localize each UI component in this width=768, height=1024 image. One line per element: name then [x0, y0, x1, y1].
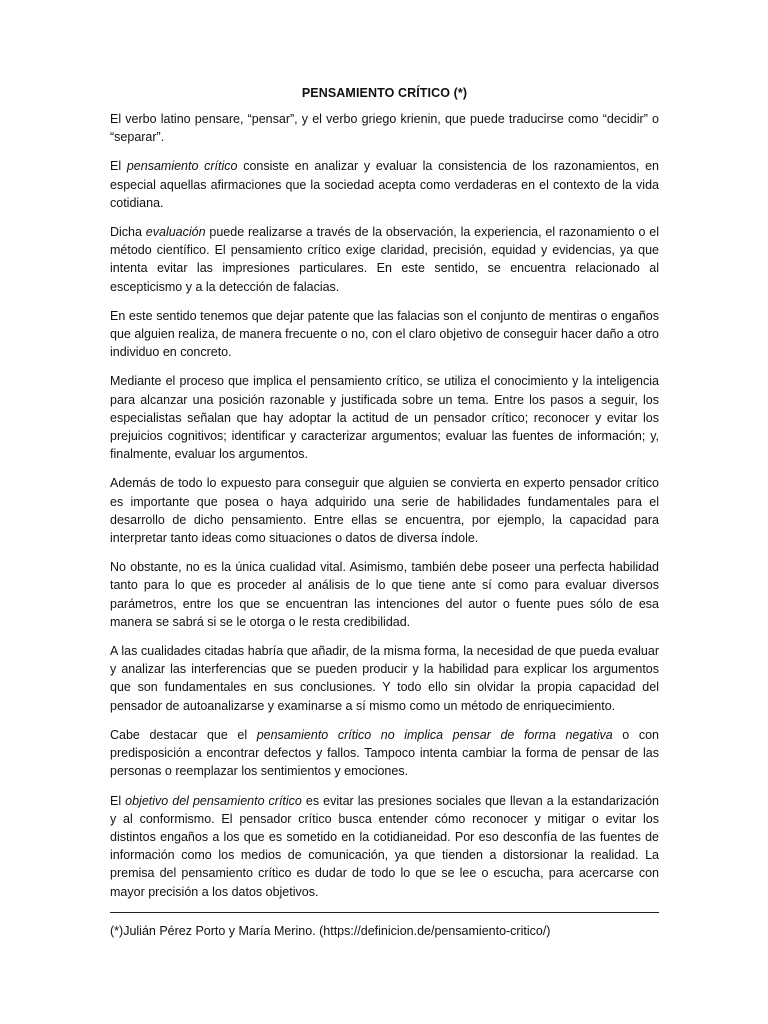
paragraph-text: consiste en analizar y evaluar la consistencia de los razonamientos, en especial aquellas afirmaciones que la sociedad acepta como verdaderas en el contexto de la vida cotidiana.	[110, 159, 659, 210]
paragraph-text: A las cualidades citadas habría que añadir, de la misma forma, la necesidad de que pueda evaluar y analizar las interferencias que se pueden producir y la habilidad para explicar los argumentos que son fundamentales en sus conclusiones. Y todo ello sin olvidar la propia capacidad del pensador de autoanalizarse y examinarse a sí mismo como un método de enriquecimiento.	[110, 644, 659, 713]
footnote-citation: (*)Julián Pérez Porto y María Merino. (https://definicion.de/pensamiento-critico/)	[110, 923, 551, 938]
paragraph-text: El	[110, 159, 127, 174]
emphasized-text: pensamiento crítico no implica pensar de forma negativa	[256, 727, 613, 742]
body-paragraph	[110, 558, 659, 631]
paragraph-text: No obstante, no es la única cualidad vital. Asimismo, también debe poseer una perfecta habilidad tanto para lo que es proceder al análisis de lo que tiene ante sí como para evaluar diversos parámetros, entre los que se encuentran las intenciones del autor o fuente pues sólo de esa manera se sabrá si se le otorga o le resta credibilidad.	[110, 560, 659, 629]
paragraph-text: Mediante el proceso que implica el pensamiento crítico, se utiliza el conocimiento y la inteligencia para alcanzar una posición razonable y justificada sobre un tema. Entre los pasos a seguir, los especialistas señalan que hay adoptar la actitud de un pensador crítico; reconocer y evitar los prejuicios cognitivos; identificar y caracterizar argumentos; evaluar las fuentes de información; y, finalmente, evaluar los argumentos.	[110, 374, 659, 462]
paragraph-text: El	[110, 793, 126, 808]
body-paragraph	[110, 157, 659, 212]
body-paragraph	[110, 726, 659, 781]
paragraph-text: Además de todo lo expuesto para conseguir que alguien se convierta en experto pensador crítico es importante que posea o haya adquirido una serie de habilidades fundamentales para el desarrollo de dicho pensamiento. Entre ellas se encuentra, por ejemplo, la capacidad para interpretar tanto ideas como situaciones o datos de diversa índole.	[110, 476, 659, 546]
document-title: PENSAMIENTO CRÍTICO (*)	[301, 86, 468, 100]
paragraph-text: En este sentido tenemos que dejar patente que las falacias son el conjunto de mentiras o engaños que alguien realiza, de manera frecuente o no, con el claro objetivo de conseguir hacer daño a otro individuo en concreto.	[110, 308, 659, 360]
emphasized-text: pensamiento crítico	[126, 159, 238, 174]
body-paragraph	[110, 642, 659, 715]
body-paragraph	[110, 792, 659, 901]
paragraph-text: Cabe destacar que el	[110, 727, 257, 742]
body-paragraph	[110, 307, 659, 362]
body-paragraph	[110, 372, 659, 463]
emphasized-text: objetivo del pensamiento crítico	[125, 793, 302, 808]
paragraph-text: Dicha	[110, 225, 146, 240]
paragraph-text: El verbo latino pensare, “pensar”, y el verbo griego krienin, que puede traducirse como “decidir” o “separar”.	[110, 112, 659, 145]
body-paragraph	[110, 474, 659, 547]
emphasized-text: evaluación	[145, 225, 206, 240]
paragraph-text: o con predisposición a encontrar defectos y fallos. Tampoco intenta cambiar la forma de pensar de las personas o reemplazar los sentimientos y emociones.	[110, 727, 659, 779]
document-body	[110, 110, 659, 901]
document-page	[110, 84, 659, 940]
body-paragraph	[110, 223, 659, 296]
body-paragraph	[110, 110, 659, 146]
paragraph-text: es evitar las presiones sociales que llevan a la estandarización y al conformismo. El pensador crítico busca entender cómo reconocer y mitigar o evitar los distintos engaños a los que es sometido en la cotidianeidad. Por eso desconfía de las fuentes de información como los medios de comunicación, ya que tienden a distorsionar la realidad. La premisa del pensamiento crítico es dudar de todo lo que se lee o escucha, para acercarse con mayor precisión a los datos objetivos.	[110, 793, 659, 899]
footnote-divider	[110, 912, 659, 913]
paragraph-text: puede realizarse a través de la observación, la experiencia, el razonamiento o el método científico. El pensamiento crítico exige claridad, precisión, equidad y evidencias, ya que intenta evitar las impresiones particulares. En este sentido, se encuentra relacionado al escepticismo y a la detección de falacias.	[110, 225, 660, 294]
